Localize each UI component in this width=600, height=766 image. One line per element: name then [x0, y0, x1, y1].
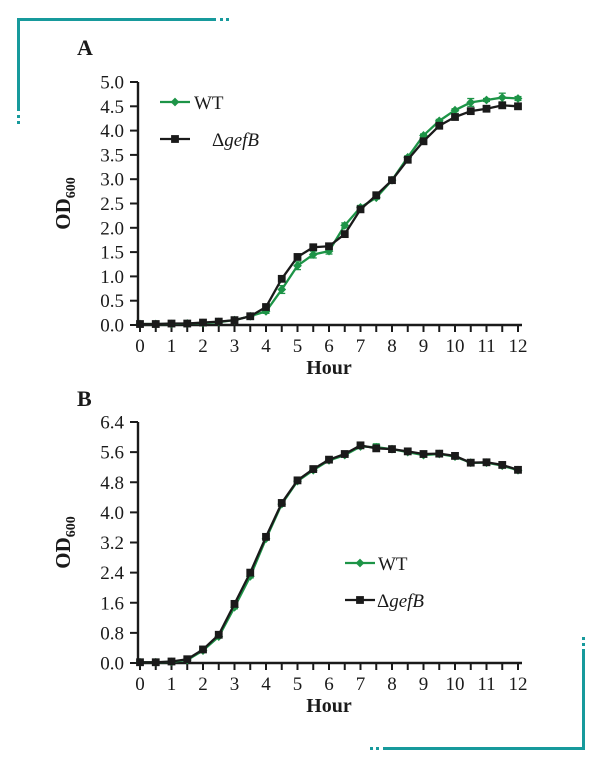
- x-tick-label: 9: [418, 336, 429, 357]
- series-wt: [136, 93, 523, 328]
- square-marker: [278, 275, 286, 283]
- y-tick-label: 0.5: [100, 291, 124, 313]
- legend-label: WT: [194, 93, 224, 114]
- y-tick-label: 0.8: [100, 623, 124, 645]
- square-marker: [168, 658, 176, 666]
- x-tick-label: 7: [355, 674, 366, 695]
- square-marker: [435, 122, 443, 130]
- square-marker: [498, 461, 506, 469]
- y-tick-label: 6.4: [100, 412, 124, 434]
- square-marker: [215, 318, 223, 326]
- square-marker: [451, 113, 459, 121]
- x-tick-label: 2: [198, 336, 208, 357]
- square-marker: [357, 441, 365, 449]
- square-marker: [483, 105, 491, 113]
- y-tick-label: 3.0: [100, 169, 124, 191]
- x-tick-label: 3: [229, 674, 240, 695]
- diamond-marker: [498, 93, 507, 102]
- y-tick-label: 4.0: [100, 121, 124, 143]
- square-marker: [435, 450, 443, 458]
- diamond-marker: [482, 96, 491, 105]
- square-marker: [356, 596, 364, 604]
- square-marker: [168, 320, 176, 328]
- square-marker: [325, 456, 333, 464]
- square-marker: [404, 447, 412, 455]
- x-tick-label: 4: [261, 336, 271, 357]
- x-tick-label: 1: [166, 674, 177, 695]
- square-marker: [357, 205, 365, 213]
- legend-label: ΔgefB: [212, 130, 260, 151]
- square-marker: [404, 156, 412, 164]
- y-axis-title: $OD_{600}$: [51, 177, 79, 230]
- frame-top-line: [17, 18, 216, 21]
- y-tick-label: 4.0: [100, 502, 124, 524]
- square-marker: [262, 533, 270, 541]
- frame-top-line-dot: [220, 18, 223, 21]
- panel-label-b: B: [77, 386, 92, 411]
- x-tick-label: 12: [508, 674, 528, 695]
- x-tick-label: 4: [261, 674, 271, 695]
- x-axis-title: Hour: [306, 695, 352, 717]
- square-marker: [183, 655, 191, 663]
- series-line: [140, 445, 518, 662]
- y-tick-label: 2.4: [100, 563, 124, 585]
- x-tick-label: 8: [387, 336, 397, 357]
- diamond-marker: [466, 98, 475, 107]
- square-marker: [262, 303, 270, 311]
- square-marker: [215, 631, 223, 639]
- square-marker: [514, 102, 522, 110]
- square-marker: [467, 459, 475, 467]
- square-marker: [388, 176, 396, 184]
- square-marker: [199, 646, 207, 654]
- square-marker: [309, 243, 317, 251]
- x-tick-label: 10: [445, 336, 465, 357]
- square-marker: [231, 316, 239, 324]
- square-marker: [372, 444, 380, 452]
- series-line: [140, 98, 518, 324]
- square-marker: [325, 242, 333, 250]
- legend-label: WT: [378, 554, 408, 575]
- square-marker: [498, 101, 506, 109]
- x-tick-label: 12: [508, 336, 528, 357]
- x-tick-label: 8: [387, 674, 397, 695]
- square-marker: [294, 253, 302, 261]
- legend: [345, 554, 424, 612]
- y-tick-label: 0.0: [100, 315, 124, 337]
- square-marker: [451, 452, 459, 460]
- square-marker: [136, 658, 144, 666]
- x-tick-label: 9: [418, 674, 429, 695]
- y-tick-label: 5.0: [100, 72, 124, 94]
- x-tick-label: 2: [198, 674, 208, 695]
- square-marker: [309, 465, 317, 473]
- diamond-marker: [171, 98, 180, 107]
- x-tick-label: 3: [229, 336, 240, 357]
- diamond-marker: [356, 559, 365, 568]
- x-tick-label: 11: [477, 674, 496, 695]
- y-tick-label: 2.0: [100, 218, 124, 240]
- series-line: [140, 105, 518, 324]
- y-axis-title: $OD_{600}$: [51, 516, 79, 569]
- square-marker: [372, 191, 380, 199]
- series-line: [140, 446, 518, 662]
- y-tick-label: 1.5: [100, 242, 124, 264]
- x-tick-label: 5: [292, 336, 303, 357]
- x-axis-title: Hour: [306, 357, 352, 379]
- square-marker: [420, 137, 428, 145]
- square-marker: [420, 450, 428, 458]
- y-tick-label: 1.0: [100, 266, 124, 288]
- x-tick-label: 6: [324, 336, 334, 357]
- y-tick-label: 1.6: [100, 593, 124, 615]
- square-marker: [388, 445, 396, 453]
- y-tick-label: 3.2: [100, 533, 124, 554]
- y-tick-label: 4.5: [100, 96, 124, 118]
- legend-label: ΔgefB: [377, 591, 425, 612]
- y-tick-label: 3.5: [100, 145, 124, 167]
- square-marker: [278, 499, 286, 507]
- square-marker: [231, 600, 239, 608]
- y-tick-label: 4.8: [100, 472, 124, 494]
- x-tick-label: 11: [477, 336, 496, 357]
- square-marker: [171, 135, 179, 143]
- square-marker: [183, 320, 191, 328]
- y-tick-label: 5.6: [100, 442, 124, 464]
- square-marker: [246, 312, 254, 320]
- square-marker: [294, 476, 302, 484]
- x-tick-label: 7: [355, 336, 366, 357]
- growth-curve-chart-panel-b: [0, 382, 600, 766]
- panel-label-a: A: [77, 35, 93, 60]
- square-marker: [483, 458, 491, 466]
- series-delta-gefB: [136, 101, 522, 327]
- x-tick-label: 6: [324, 674, 334, 695]
- series-wt: [136, 442, 523, 667]
- x-tick-label: 5: [292, 674, 303, 695]
- square-marker: [341, 230, 349, 238]
- diamond-marker: [514, 94, 523, 103]
- square-marker: [246, 569, 254, 577]
- growth-curve-chart-panel-a: [0, 30, 600, 382]
- x-tick-label: 1: [166, 336, 177, 357]
- square-marker: [136, 320, 144, 328]
- legend: [160, 93, 259, 151]
- x-tick-label: 10: [445, 674, 465, 695]
- square-marker: [341, 450, 349, 458]
- square-marker: [514, 466, 522, 474]
- square-marker: [152, 658, 160, 666]
- square-marker: [467, 107, 475, 115]
- x-tick-label: 0: [135, 336, 145, 357]
- x-tick-label: 0: [135, 674, 145, 695]
- y-tick-label: 2.5: [100, 194, 124, 215]
- square-marker: [152, 320, 160, 328]
- series-delta-gefB: [136, 441, 522, 666]
- frame-top-line-dot: [226, 18, 229, 21]
- square-marker: [199, 319, 207, 327]
- y-tick-label: 0.0: [100, 653, 124, 675]
